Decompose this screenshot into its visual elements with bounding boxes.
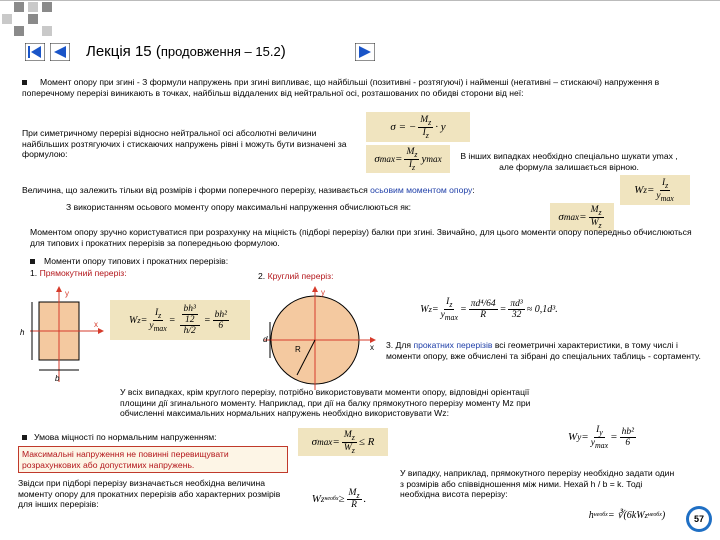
paragraph-typical: Моменти опору типових і прокатних перерізів: — [44, 256, 229, 266]
bullet-icon — [30, 259, 35, 264]
formula-max-stress: σ max = $\frac{M_z}{I_z}$ y max — [366, 145, 450, 173]
paragraph-symmetric: При симетричному перерізі відносно нейтральної осі абсолютні величини найбільших розтягуючих і стискаючих напружень рівні і можуть бути визначені за формулою: — [22, 128, 347, 159]
paragraph-selection: Звідси при підборі перерізу визначається необхідна величина моменту опору для прокатних перерізів або характерних розмірів для інших перерізів: — [18, 478, 281, 509]
paragraph-all-cases: У всіх випадках, крім круглого перерізу, потрібно використовувати моменти опору, відповідні орієнтації площини дії згинального моменту. Наприклад, при дії на балку прямокутного перерізу моменту Mz при обчисленні максимальних нормальних напружень необхідно використовувати Wz: — [120, 387, 531, 418]
paragraph-rolled: 3. Для прокатних перерізів всі геометричні характеристики, в тому числі і моменти опору, вже обчислені та зібрані до спеціальних таблиць - сортаменту. — [386, 340, 701, 361]
formula-stress-distribution: σ = − $\frac{M_z}{I_z}$ · y — [366, 112, 470, 142]
circ-label-d: d — [263, 335, 268, 344]
paragraph-max-limit: Максимальні напруження не повинні перевищувати розрахункових або допустимих напружень. — [18, 446, 288, 473]
formula-max-stress-modulus: σ max = $\frac{M_z}{W_z}$ — [550, 203, 614, 231]
previous-slide-button[interactable] — [50, 43, 70, 61]
rect-label-x: x — [94, 320, 98, 329]
formula-strength: σ max = $\frac{M_z}{W_z}$ ≤ R — [298, 428, 388, 456]
circ-label-r: R — [295, 345, 301, 354]
paragraph-intro: Момент опору при згині - З формули напружень при згині випливає, що найбільші (позитивні - розтягуючі) і найменші (негативні – стискаючі) напруження в поперечному перерізі виникають в точках, найбільш віддалених від нейтральної осі, розташованих по обидві сторони від неї: — [22, 77, 660, 98]
bullet-icon — [22, 435, 27, 440]
paragraph-strength-condition: Умова міцності по нормальним напруженням: — [34, 432, 217, 442]
circ-label-y: y — [321, 288, 325, 297]
page-title — [86, 43, 286, 60]
first-slide-button[interactable] — [25, 43, 45, 61]
formula-rectangular: W z = $\frac{I_z}{y_{max}}$ = $\frac{\frac{\text{bh³}}{12}}{h/2}$ = $\frac{\text{bh²}}{6}$ — [110, 300, 250, 340]
rect-label-h: h — [20, 328, 25, 337]
paragraph-rectangular-case: У випадку, наприклад, прямокутного перерізу необхідно задати один з розмірів або співвідношення між ними. Нехай h / b = k. Тоді необхідна висота перерізу: — [400, 468, 675, 499]
rect-label-y: y — [65, 289, 69, 298]
rectangle-section-diagram — [10, 282, 110, 392]
circ-label-x: x — [370, 343, 374, 352]
rect-label-b: b — [55, 374, 60, 383]
formula-required-height: h необх = ∛(6kW z необх ) — [572, 502, 682, 528]
paragraph-other-cases: В інших випадках необхідно спеціально шукати ymax , але формула залишається вірною. — [460, 151, 678, 172]
formula-required-modulus: W z необх ≥ $\frac{M_z}{R}$ . — [296, 482, 382, 516]
title-sub: продовження – 15.2 — [160, 44, 281, 59]
header-divider — [0, 0, 720, 1]
formula-section-modulus: W z = $\frac{I_z}{y_{max}}$ — [620, 175, 690, 205]
title-close: ) — [280, 43, 286, 60]
page-number-badge — [686, 506, 712, 532]
paragraph-max-stress: З використанням осьового моменту опору максимальні напруження обчислюються як: — [66, 202, 412, 212]
circle-section-diagram — [260, 282, 380, 392]
title-main: Лекція 15 ( — [86, 43, 161, 60]
next-slide-button[interactable] — [355, 43, 375, 61]
paragraph-strength: Моментом опору зручно користуватися при розрахунку на міцність (підборі перерізу) балки при згині. Звичайно, для цього моменти опору попередньо обчислюються для типових і прокатних перерізів за попередньою формулою. — [30, 227, 692, 248]
item-circular: 2. Круглий переріз: — [258, 271, 334, 281]
item-rectangular: 1. Прямокутний переріз: — [30, 268, 127, 278]
paragraph-section-modulus: Величина, що залежить тільки від розмірів і форми поперечного перерізу, називається осьовим моментом опору: — [22, 185, 475, 195]
formula-wy: W y = $\frac{I_y}{y_{max}}$ = $\frac{\text{hb²}}{6}$ — [536, 420, 670, 454]
page-number: 57 — [689, 509, 709, 529]
formula-circular: W z = $\frac{I_z}{y_{max}}$ = $\frac{\text{πd⁴/64}}{R}$ = $\frac{\text{πd³}}{32}$ ≈ 0,1d³. — [388, 288, 590, 330]
